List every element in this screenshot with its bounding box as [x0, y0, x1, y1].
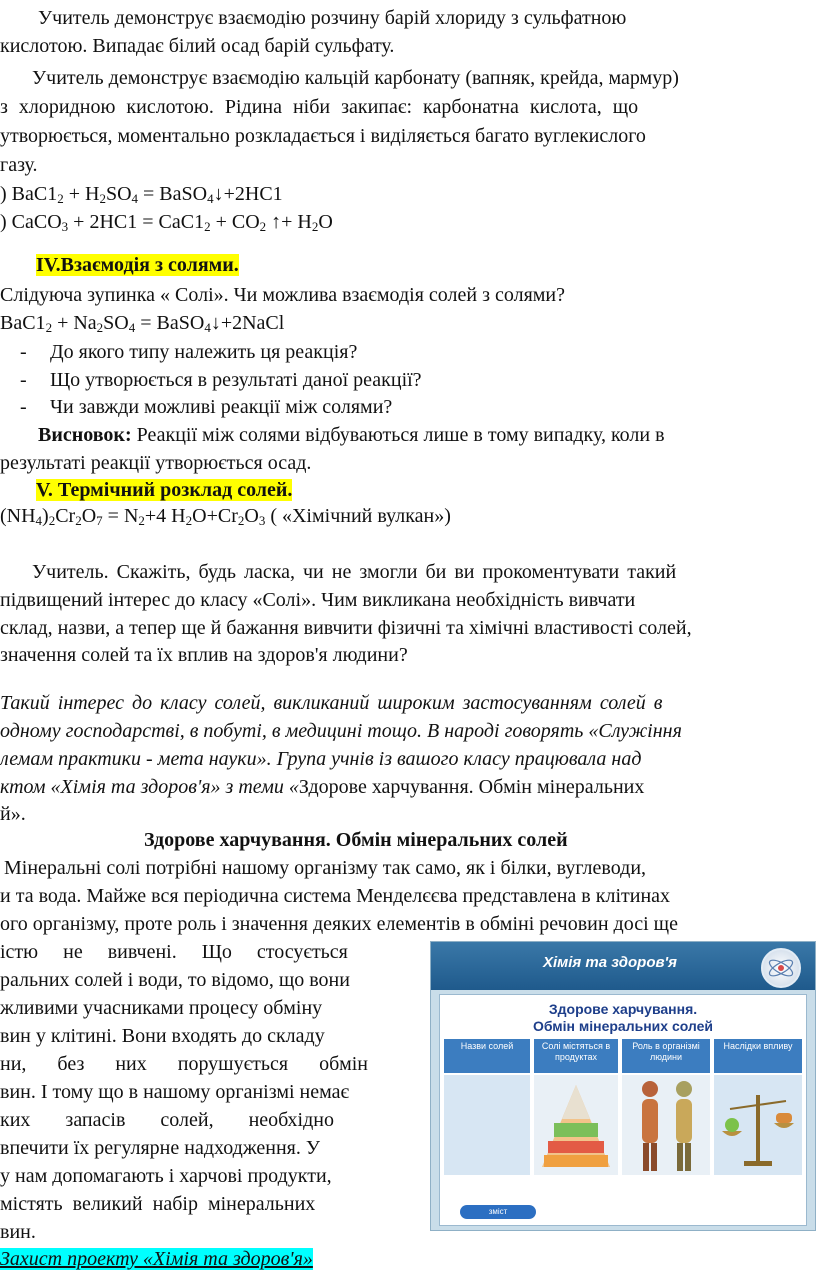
- section5-heading: V. Термічний розклад солей.: [36, 479, 293, 501]
- para2-line3: утворюється, моментально розкладається і виділяється багато вуглекислого: [0, 125, 646, 147]
- slide-title-line2: Обмін мінеральних солей: [532, 1018, 714, 1034]
- italic-line4: ктом «Хімія та здоров'я» з теми «Здорове харчування. Обмін мінеральних: [0, 776, 645, 798]
- equation-2: ) CaCO$_3$ + $2HC1 = CaC1_2 + CO_2$ ↑+ $H_2O$: [0, 211, 333, 234]
- project-defense-link[interactable]: Захист проекту «Хімія та здоров'я»: [0, 1248, 313, 1270]
- italic-line2: одному господарстві, в побуті, в медицині тощо. В народі говорять «Служіння: [0, 720, 682, 742]
- question-bullet: -: [20, 396, 27, 418]
- teacher-line2: підвищений інтерес до класу «Солі». Чим викликана необхідність вивчати: [0, 589, 636, 611]
- health-line3: ого організму, проте роль і значення деяких елементів в обміні речовин досі ще: [0, 913, 678, 935]
- question-bullet: -: [20, 369, 27, 391]
- health-line12: у нам допомагають і харчові продукти,: [0, 1165, 332, 1187]
- para1-line2: кислотою. Випадає білий осад барій сульфату.: [0, 35, 395, 57]
- health-line10: ких запасів солей, необхідно: [0, 1109, 334, 1131]
- slide-body: [439, 994, 807, 1226]
- health-line2: и та вода. Майже вся періодична система Менделєєва представлена в клітинах: [0, 885, 671, 907]
- slide-column-body: [444, 1075, 530, 1175]
- slide-column-salts-in-food: Солі містяться в продуктах: [534, 1039, 618, 1073]
- question-1: До якого типу належить ця реакція?: [50, 341, 358, 363]
- health-line6: жливими учасниками процесу обміну: [0, 997, 323, 1019]
- para2-line1: Учитель демонструє взаємодію кальцій карбонату (вапняк, крейда, мармур): [32, 67, 679, 89]
- teacher-line1: Учитель. Скажіть, будь ласка, чи не змогли би ви прокоментувати такий: [32, 561, 677, 583]
- slide-title-line1: Здорове харчування.: [548, 1001, 698, 1017]
- presentation-slide-image: [430, 941, 816, 1231]
- equation-1: ) $BaC1_2 + H_2SO_4$ = BaSO$_4$↓+2HC1: [0, 183, 283, 206]
- teacher-line4: значення солей та їх вплив на здоров'я людини?: [0, 644, 408, 666]
- conclusion-line1: Висновок: Реакції між солями відбуваються лише в тому випадку, коли в: [38, 424, 665, 446]
- health-line1: Мінеральні солі потрібні нашому організму так само, як і білки, вуглеводи,: [4, 857, 647, 879]
- italic-line3: лемам практики - мета науки». Група учнів із вашого класу працювала над: [0, 748, 642, 770]
- section5-equation: $(NH_4)_2Cr_2O_7 = N_2+4$ $H_2O+Cr_2O_3$ ( «Хімічний вулкан»): [0, 505, 451, 528]
- italic-line1: Такий інтерес до класу солей, викликаний широким застосуванням солей в: [0, 692, 663, 714]
- section4-equation: $BaC1_2 + Na_2SO_4$ = BaSO$_4$↓+2NaCl: [0, 312, 285, 335]
- health-line8: ни, без них порушується обмін: [0, 1053, 369, 1075]
- slide-contents-button[interactable]: зміст: [460, 1205, 536, 1219]
- para2-line2: з хлоридною кислотою. Рідина ніби закипає: карбонатна кислота, що: [0, 96, 639, 118]
- food-pyramid-picture: [534, 1075, 618, 1175]
- health-line4: істю не вивчені. Що стосується: [0, 941, 348, 963]
- health-heading: Здорове харчування. Обмін мінеральних солей: [144, 829, 568, 851]
- italic-line5: й».: [0, 803, 26, 825]
- para2-line4: газу.: [0, 154, 38, 176]
- slide-header-title: Хімія та здоров'я: [543, 954, 677, 971]
- question-3: Чи завжди можливі реакції між солями?: [50, 396, 393, 418]
- scales-picture: [714, 1075, 802, 1175]
- health-line9: вин. І тому що в нашому організмі немає: [0, 1081, 350, 1103]
- health-line5: ральних солей і води, то відомо, що вони: [0, 969, 350, 991]
- human-figures-picture: [622, 1075, 710, 1175]
- conclusion-line2: результаті реакції утворюється осад.: [0, 452, 312, 474]
- para1-line1: Учитель демонструє взаємодію розчину барій хлориду з сульфатною: [38, 7, 627, 29]
- health-line7: вин у клітині. Вони входять до складу: [0, 1025, 325, 1047]
- health-line13: містять великий набір мінеральних: [0, 1193, 316, 1215]
- slide-column-role-in-body: Роль в організмі людини: [622, 1039, 710, 1073]
- health-line14: вин.: [0, 1221, 36, 1243]
- health-line11: впечити їх регулярне надходження. У: [0, 1137, 321, 1159]
- teacher-line3: склад, назви, а тепер ще й бажання вивчити фізичні та хімічні властивості солей,: [0, 617, 692, 639]
- section4-intro: Слідуюча зупинка « Солі». Чи можлива взаємодія солей з солями?: [0, 284, 565, 306]
- question-2: Що утворюється в результаті даної реакції?: [50, 369, 422, 391]
- slide-column-effects: Наслідки впливу: [714, 1039, 802, 1073]
- section4-heading: IV.Взаємодія з солями.: [36, 254, 239, 276]
- chemistry-logo-icon: [761, 948, 801, 988]
- slide-column-salt-names: Назви солей: [444, 1039, 530, 1073]
- question-bullet: -: [20, 341, 27, 363]
- slide-header: [431, 942, 815, 990]
- conclusion-label: Висновок:: [38, 424, 132, 446]
